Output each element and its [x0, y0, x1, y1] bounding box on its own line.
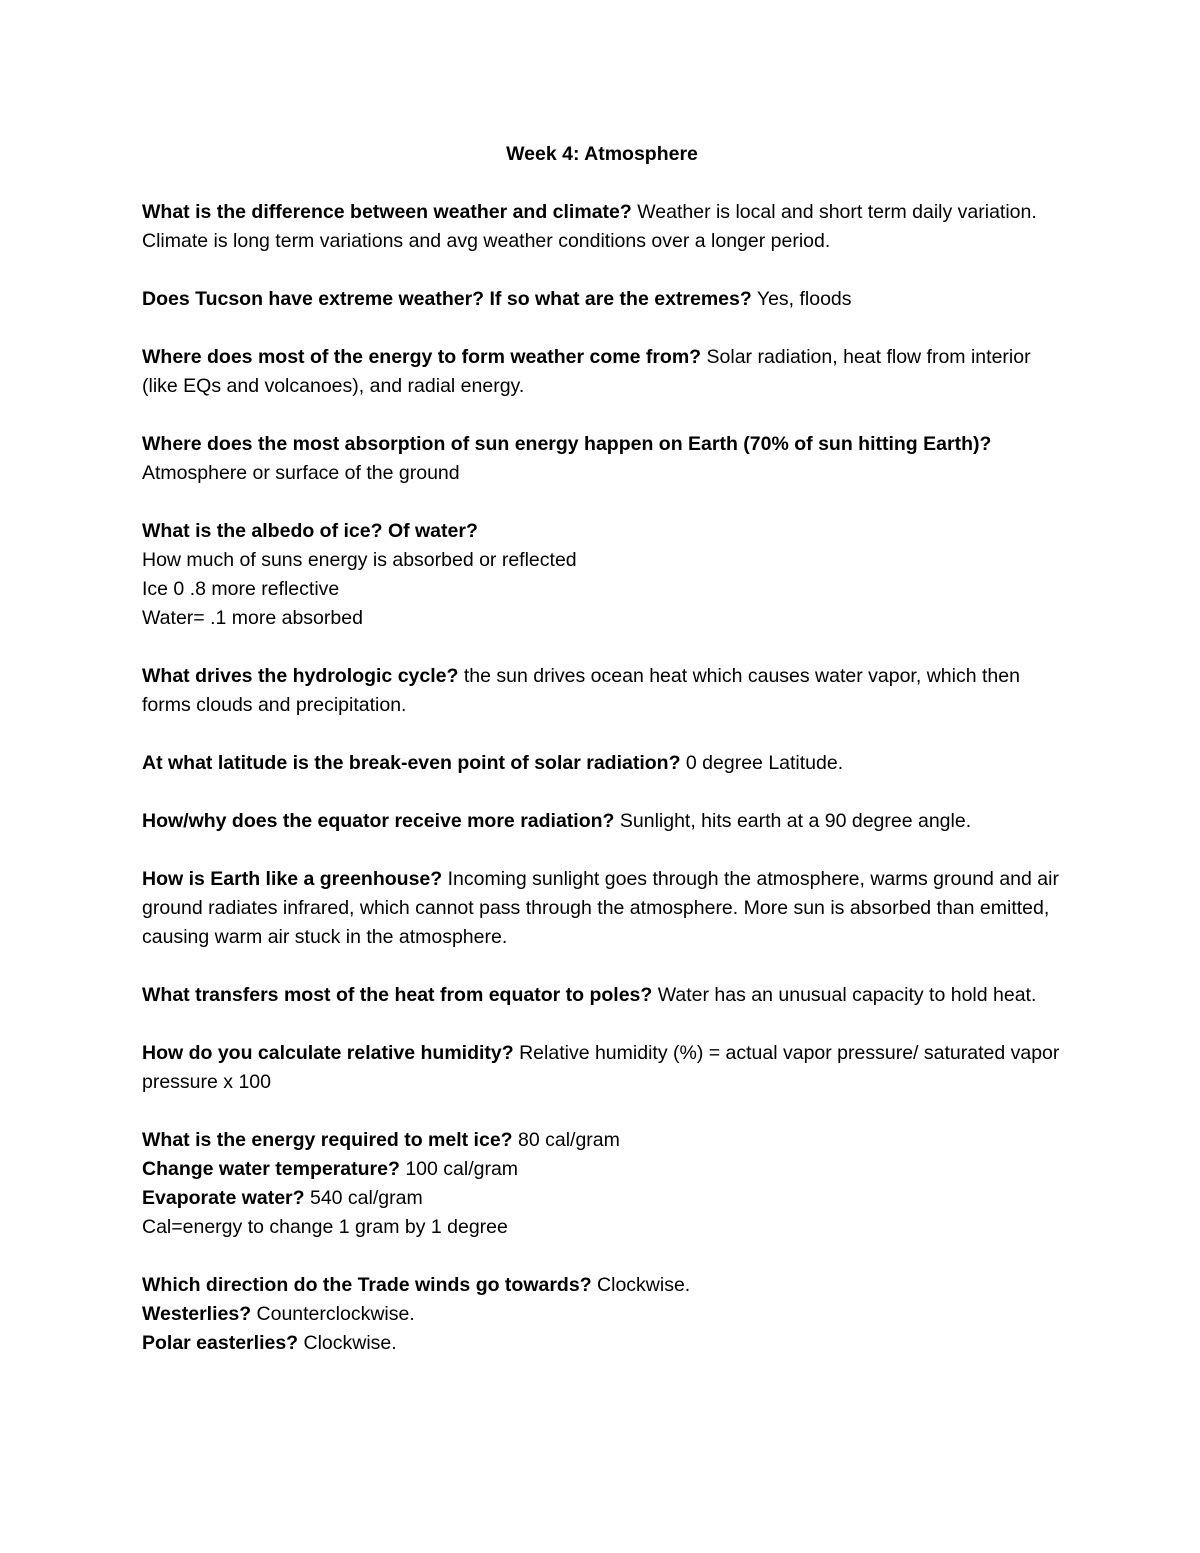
- question-text: How/why does the equator receive more radiation?: [142, 810, 615, 832]
- answer-text: Clockwise.: [591, 1274, 691, 1296]
- question-text: Where does the most absorption of sun energy happen on Earth (70% of sun hitting Earth)?: [142, 433, 992, 455]
- answer-line: Ice 0 .8 more reflective: [142, 578, 340, 600]
- question-text: What transfers most of the heat from equator to poles?: [142, 984, 653, 1006]
- question-text: What is the energy required to melt ice?: [142, 1129, 513, 1151]
- answer-text: Relative humidity (%) = actual vapor pressure/ saturated vapor pressure x 100: [142, 1042, 1060, 1093]
- answer-text: Weather is local and short term daily variation. Climate is long term variations and avg weather conditions over a longer period.: [142, 201, 1037, 252]
- energy-line-melt: [142, 1126, 1062, 1155]
- answer-text: Water has an unusual capacity to hold heat.: [652, 984, 1037, 1006]
- wind-line-trade: [142, 1271, 1062, 1300]
- qa-albedo: [142, 517, 1062, 633]
- wind-line-polar-easterlies: [142, 1329, 1062, 1358]
- wind-line-westerlies: [142, 1300, 1062, 1329]
- question-text: Where does most of the energy to form weather come from?: [142, 346, 702, 368]
- qa-weather-climate: [142, 198, 1062, 256]
- document-page: [142, 140, 1062, 1387]
- answer-text: the sun drives ocean heat which causes water vapor, which then forms clouds and precipitation.: [142, 665, 1020, 716]
- answer-text: 0 degree Latitude.: [680, 752, 844, 774]
- qa-heat-transfer: [142, 981, 1062, 1010]
- qa-equator-radiation: [142, 807, 1062, 836]
- question-text: Which direction do the Trade winds go towards?: [142, 1274, 592, 1296]
- answer-text: Counterclockwise.: [251, 1303, 415, 1325]
- answer-text: Solar radiation, heat flow from interior (like EQs and volcanoes), and radial energy.: [142, 346, 1031, 397]
- qa-break-even-latitude: [142, 749, 1062, 778]
- question-text: How is Earth like a greenhouse?: [142, 868, 443, 890]
- qa-sun-absorption: [142, 430, 1062, 488]
- question-text: Westerlies?: [142, 1303, 252, 1325]
- answer-line: How much of suns energy is absorbed or reflected: [142, 549, 577, 571]
- answer-text: 540 cal/gram: [304, 1187, 423, 1209]
- answer-text: Incoming sunlight goes through the atmosphere, warms ground and air ground radiates infrared, which cannot pass through the atmosphere. More sun is absorbed than emitted, causing warm air stuck in the atmosphere.: [142, 868, 1059, 948]
- energy-line-evaporate: [142, 1184, 1062, 1213]
- page-title: Week 4: Atmosphere: [506, 143, 698, 165]
- energy-line-temperature: [142, 1155, 1062, 1184]
- question-text: Does Tucson have extreme weather? If so what are the extremes?: [142, 288, 752, 310]
- answer-text: Atmosphere or surface of the ground: [142, 462, 460, 484]
- question-text: Evaporate water?: [142, 1187, 305, 1209]
- qa-weather-energy: [142, 343, 1062, 401]
- answer-line: Water= .1 more absorbed: [142, 607, 363, 629]
- answer-text: Sunlight, hits earth at a 90 degree angle.: [614, 810, 972, 832]
- question-text: How do you calculate relative humidity?: [142, 1042, 514, 1064]
- energy-note: Cal=energy to change 1 gram by 1 degree: [142, 1216, 508, 1238]
- qa-energy-requirements: [142, 1126, 1062, 1242]
- qa-hydrologic-cycle: [142, 662, 1062, 720]
- answer-text: Yes, floods: [751, 288, 852, 310]
- qa-relative-humidity: [142, 1039, 1062, 1097]
- question-text: Polar easterlies?: [142, 1332, 299, 1354]
- question-text: Change water temperature?: [142, 1158, 400, 1180]
- question-text: What is the difference between weather and climate?: [142, 201, 632, 223]
- qa-wind-directions: [142, 1271, 1062, 1358]
- answer-text: 100 cal/gram: [399, 1158, 519, 1180]
- question-text: At what latitude is the break-even point of solar radiation?: [142, 752, 681, 774]
- qa-tucson-extremes: [142, 285, 1062, 314]
- question-text: What is the albedo of ice? Of water?: [142, 520, 478, 542]
- answer-text: 80 cal/gram: [512, 1129, 620, 1151]
- qa-greenhouse: [142, 865, 1062, 952]
- question-text: What drives the hydrologic cycle?: [142, 665, 459, 687]
- answer-text: Clockwise.: [298, 1332, 397, 1354]
